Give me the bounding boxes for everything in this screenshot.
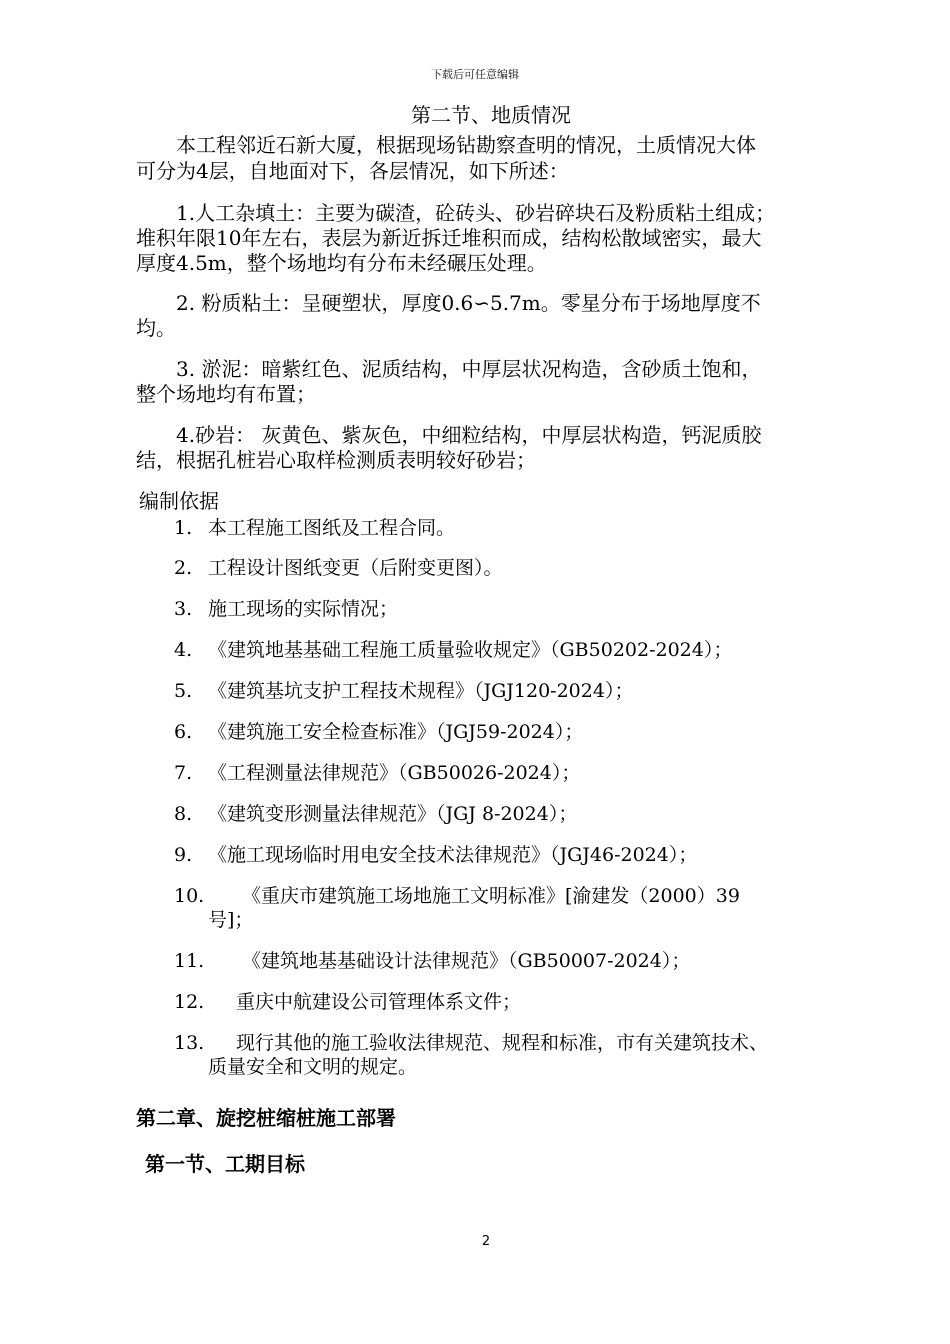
basis-item-3	[174, 597, 398, 621]
page-number: 2	[481, 1234, 491, 1249]
basis-item-text: 《建筑基坑支护工程技术规程》（JGJ120-2024）；	[208, 680, 634, 702]
basis-item-5	[174, 679, 633, 703]
section-title: 第二节、地质情况	[411, 103, 571, 127]
basis-item-number: 3.	[174, 598, 193, 620]
stratum-2-line-1: 2. 粉质粘土：呈硬塑状，厚度0.6∽5.7m。零星分布于场地厚度不	[176, 291, 761, 315]
basis-item-text: 工程设计图纸变更（后附变更图）。	[208, 557, 503, 579]
chapter-heading: 第二章、旋挖桩缩桩施工部署	[136, 1106, 396, 1130]
basis-item-text: 现行其他的施工验收法律规范、规程和标准，市有关建筑技术、	[236, 1032, 769, 1054]
basis-item-text: 《建筑施工安全检查标准》（JGJ59-2024）；	[208, 721, 584, 743]
basis-item-8	[174, 802, 577, 826]
basis-item-text: 《施工现场临时用电安全技术法律规范》（JGJ46-2024）；	[208, 844, 698, 866]
basis-item-13-continuation: 质量安全和文明的规定。	[208, 1056, 418, 1078]
basis-item-9	[174, 843, 697, 867]
basis-item-6	[174, 720, 583, 744]
basis-item-number: 10.	[174, 885, 205, 907]
stratum-4-line-2: 结，根据孔桩岩心取样检测质表明较好砂岩；	[136, 448, 536, 472]
intro-line-1: 本工程邻近石新大厦，根据现场钻勘察查明的情况，土质情况大体	[176, 133, 756, 157]
basis-item-text: 《工程测量法律规范》（GB50026-2024）；	[208, 762, 581, 784]
basis-item-1	[174, 516, 455, 540]
sub-heading: 第一节、工期目标	[145, 1152, 305, 1176]
page-header: 下载后可任意编辑	[431, 68, 519, 81]
basis-item-number: 11.	[174, 950, 205, 972]
stratum-1-line-2: 堆积年限10年左右，表层为新近拆迁堆积而成，结构松散域密实，最大	[136, 226, 762, 250]
basis-item-7	[174, 761, 580, 785]
basis-item-number: 4.	[174, 639, 193, 661]
basis-item-number: 13.	[174, 1032, 205, 1054]
basis-item-number: 6.	[174, 721, 193, 743]
stratum-1-line-1: 1.人工杂填土：主要为碳渣，砼砖头、砂岩碎块石及粉质粘土组成；	[176, 201, 776, 225]
basis-item-11	[174, 949, 690, 973]
stratum-1-line-3: 厚度4.5m，整个场地均有分布未经碾压处理。	[136, 251, 547, 275]
basis-item-13	[174, 1031, 768, 1055]
basis-item-4	[174, 638, 732, 662]
basis-item-10	[174, 884, 740, 908]
basis-item-number: 5.	[174, 680, 193, 702]
basis-item-text: 本工程施工图纸及工程合同。	[208, 517, 456, 539]
stratum-4-line-1: 4.砂岩： 灰黄色、紫灰色，中细粒结构，中厚层状构造，钙泥质胶	[176, 423, 762, 447]
basis-item-number: 8.	[174, 803, 193, 825]
basis-item-text: 《建筑地基基础设计法律规范》（GB50007-2024）；	[242, 950, 691, 972]
basis-item-text: 《建筑地基基础工程施工质量验收规定》（GB50202-2024）；	[208, 639, 733, 661]
basis-item-number: 12.	[174, 991, 205, 1013]
basis-item-number: 7.	[174, 762, 193, 784]
basis-item-text: 施工现场的实际情况；	[208, 598, 399, 620]
basis-item-text: 《重庆市建筑施工场地施工文明标准》[渝建发（2000）39	[242, 885, 740, 907]
basis-item-12	[174, 990, 521, 1014]
basis-item-number: 1.	[174, 517, 193, 539]
basis-item-2	[174, 556, 503, 580]
basis-item-text: 《建筑变形测量法律规范》（JGJ 8-2024）；	[208, 803, 578, 825]
basis-title: 编制依据	[139, 489, 219, 513]
basis-item-text: 重庆中航建设公司管理体系文件；	[236, 991, 522, 1013]
intro-line-2: 可分为4层，自地面对下，各层情况，如下所述：	[136, 159, 569, 183]
stratum-2-line-2: 均。	[136, 316, 176, 340]
stratum-3-line-2: 整个场地均有布置；	[136, 382, 316, 406]
stratum-3-line-1: 3. 淤泥：暗紫红色、泥质结构，中厚层状况构造，含砂质土饱和，	[176, 357, 762, 381]
basis-item-number: 9.	[174, 844, 193, 866]
basis-item-number: 2.	[174, 557, 193, 579]
basis-item-10-continuation: 号]；	[208, 909, 254, 931]
